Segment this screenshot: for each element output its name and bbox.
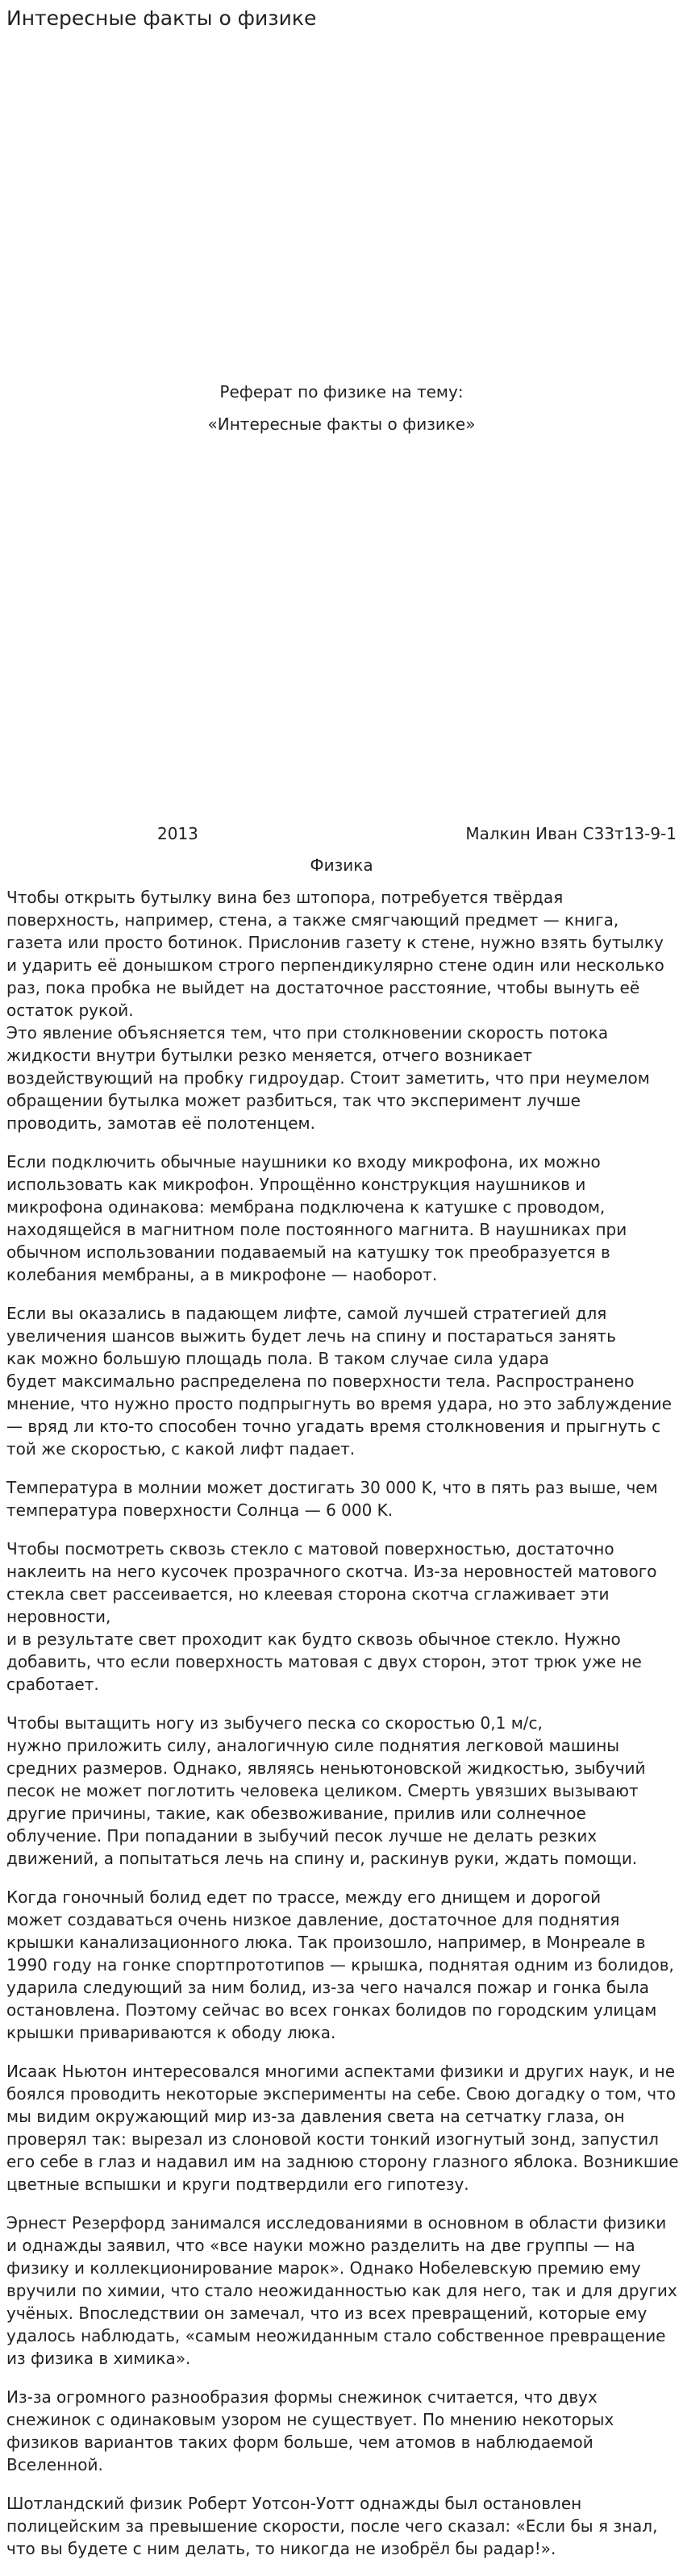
paragraph-lightning: Температура в молнии может достигать 30 000 K, что в пять раз выше, чем температура поверхности Солнца — 6 000 K. <box>6 1478 658 1520</box>
paragraph-race-car: Когда гоночный болид едет по трассе, между его днищем и дорогой может создаваться очень низкое давление, достаточное для поднятия крышки канализационного люка. Так произошло, например, в Монреале в 1990 году на гонке спортпрототипов — крышка, поднятая одним из болидов, ударила следующий за ним болид, из-за чего начался пожар и гонка была остановлена. Поэтому сейчас во всех гонках болидов по городским улицам крышки привариваются к ободу люка. <box>6 1887 674 2042</box>
paragraph-frosted-glass: Чтобы посмотреть сквозь стекло с матовой поверхностью, достаточно наклеить на него кусочек прозрачного скотча. Из-за неровностей матового стекла свет рассеивается, но клеевая сторона скотча сглаживает эти неровности, и в результате свет проходит как будто сквозь обычное стекло. Нужно добавить, что если поверхность матовая с двух сторон, этот трюк уже не сработает. <box>6 1539 657 1694</box>
paragraph-watson-watt: Шотландский физик Роберт Уотсон-Уотт однажды был остановлен полицейским за превышение скорости, после чего сказал: «Если бы я знал, что вы будете с ним делать, то никогда не изобрёл бы радар!». <box>6 2494 658 2558</box>
report-subtitle-line2: «Интересные факты о физике» <box>207 414 476 434</box>
report-subtitle-line1: Реферат по физике на тему: <box>219 382 464 402</box>
paragraph-snowflakes: Из-за огромного разнообразия формы снежинок считается, что двух снежинок с одинаковым узором не существует. По мнению некоторых физиков вариантов таких форм больше, чем атомов в наблюдаемой Вселенной. <box>6 2387 614 2474</box>
report-author: Малкин Иван С33т13-9-1 <box>465 824 677 843</box>
article-body <box>6 886 679 2576</box>
paragraph-newton: Исаак Ньютон интересовался многими аспектами физики и других наук, и не боялся проводить некоторые эксперименты на себе. Свою догадку о том, что мы видим окружающий мир из-за давления света на сетчатку глаза, он проверял так: вырезал из слоновой кости тонкий изогнутый зонд, запустил его себе в глаз и надавил им на заднюю сторону глазного яблока. Возникшие цветные вспышки и круги подтвердили его гипотезу. <box>6 2062 679 2194</box>
paragraph-headphones: Если подключить обычные наушники ко входу микрофона, их можно использовать как микрофон. Упрощённо конструкция наушников и микрофона одинакова: мембрана подключена к катушке с проводом, находящейся в магнитном поле постоянного магнита. В наушниках при обычном использовании подаваемый на катушку ток преобразуется в колебания мембраны, а в микрофоне — наоборот. <box>6 1152 627 1284</box>
paragraph-rutherford: Эрнест Резерфорд занимался исследованиями в основном в области физики и однажды заявил, что «все науки можно разделить на две группы — на физику и коллекционирование марок». Однако Нобелевскую премию ему вручили по химии, что стало неожиданностью как для него, так и для других учёных. Впоследствии он замечал, что из всех превращений, которые ему удалось наблюдать, «самым неожиданным стало собственное превращение из физика в химика». <box>6 2213 677 2368</box>
paragraph-wine-bottle: Чтобы открыть бутылку вина без штопора, потребуется твёрдая поверхность, например, стена, а также смягчающий предмет — книга, газета или просто ботинок. Прислонив газету к стене, нужно взять бутылку и ударить её донышком строго перпендикулярно стене один или несколько раз, пока пробка не выйдет на достаточное расстояние, чтобы вынуть её остаток рукой. Это явление объясняется тем, что при столкновении скорость потока жидкости внутри бутылки резко меняется, отчего возникает воздействующий на пробку гидроудар. Стоит заметить, что при неумелом обращении бутылка может разбиться, так что эксперимент лучше проводить, замотав её полотенцем. <box>6 888 664 1133</box>
section-heading: Физика <box>310 855 373 875</box>
paragraph-falling-elevator: Если вы оказались в падающем лифте, самой лучшей стратегией для увеличения шансов выжить будет лечь на спину и постараться занять как можно большую площадь пола. В таком случае сила удара будет максимально распределена по поверхности тела. Распространено мнение, что нужно просто подпрыгнуть во время удара, но это заблуждение — вряд ли кто-то способен точно угадать время столкновения и прыгнуть с той же скоростью, с какой лифт падает. <box>6 1304 672 1459</box>
report-year: 2013 <box>157 824 198 843</box>
paragraph-quicksand: Чтобы вытащить ногу из зыбучего песка со скоростью 0,1 м/с, нужно приложить силу, аналогичную силе поднятия легковой машины средних размеров. Однако, являясь неньютоновской жидкостью, зыбучий песок не может поглотить человека целиком. Смерть увязших вызывают другие причины, такие, как обезвоживание, прилив или солнечное облучение. При попадании в зыбучий песок лучше не делать резких движений, а попытаться лечь на спину и, раскинув руки, ждать помощи. <box>6 1713 646 1868</box>
page-title: Интересные факты о физике <box>6 6 317 30</box>
